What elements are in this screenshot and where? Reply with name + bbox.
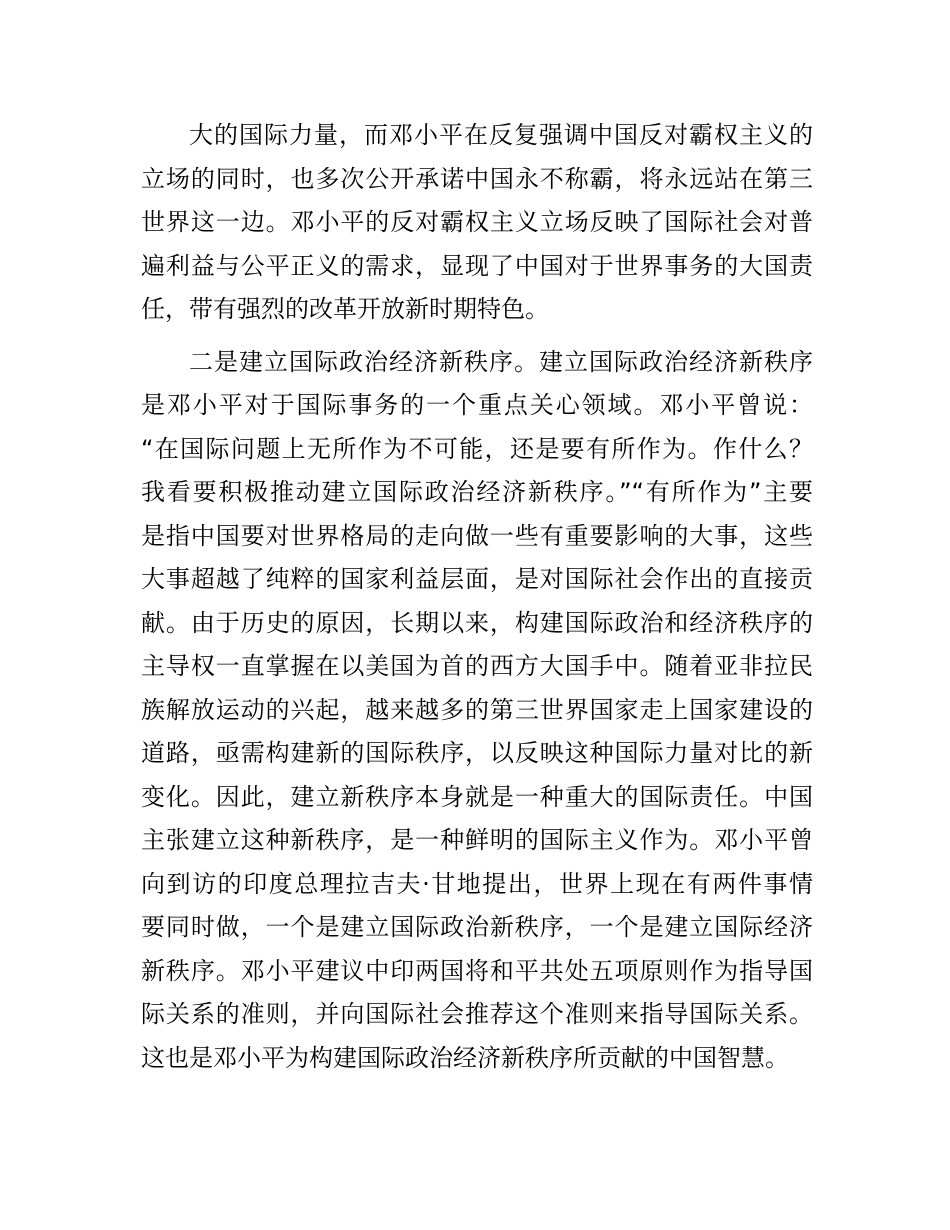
paragraph-line: 主张建立这种新秩序，是一种鲜明的国际主义作为。邓小平曾 (141, 826, 813, 854)
paragraph-line: 遍利益与公平正义的需求，显现了中国对于世界事务的大国责 (141, 251, 813, 280)
paragraph-2 (141, 341, 813, 1081)
paragraph-line: 我看要积极推动建立国际政治经济新秩序。”“有所作为”主要 (141, 478, 813, 506)
paragraph-line: 二是建立国际政治经济新秩序。建立国际政治经济新秩序 (189, 347, 813, 376)
paragraph-line: 新秩序。邓小平建议中印两国将和平共处五项原则作为指导国 (141, 956, 813, 985)
paragraph-line: 大事超越了纯粹的国家利益层面，是对国际社会作出的直接贡 (141, 565, 813, 593)
paragraph-line: “在国际问题上无所作为不可能，还是要有所作为。作什么？ (141, 434, 813, 463)
body-text (141, 114, 813, 1080)
paragraph-line: 任，带有强烈的改革开放新时期特色。 (141, 295, 549, 323)
paragraph-line: 际关系的准则，并向国际社会推荐这个准则来指导国际关系。 (141, 1000, 813, 1028)
paragraph-1 (141, 114, 813, 332)
paragraph-line: 立场的同时，也多次公开承诺中国永不称霸，将永远站在第三 (141, 164, 813, 193)
paragraph-line: 大的国际力量，而邓小平在反复强调中国反对霸权主义的 (189, 121, 813, 149)
paragraph-line: 向到访的印度总理拉吉夫·甘地提出，世界上现在有两件事情 (141, 869, 813, 898)
paragraph-line: 是邓小平对于国际事务的一个重点关心领域。邓小平曾说： (141, 391, 813, 419)
paragraph-line: 世界这一边。邓小平的反对霸权主义立场反映了国际社会对普 (141, 208, 813, 236)
paragraph-spacer (141, 332, 813, 341)
paragraph-line: 是指中国要对世界格局的走向做一些有重要影响的大事，这些 (141, 521, 813, 550)
paragraph-line: 要同时做，一个是建立国际政治新秩序，一个是建立国际经济 (141, 913, 813, 941)
paragraph-line: 主导权一直掌握在以美国为首的西方大国手中。随着亚非拉民 (141, 652, 813, 680)
paragraph-line: 道路，亟需构建新的国际秩序，以反映这种国际力量对比的新 (141, 739, 813, 767)
paragraph-line: 献。由于历史的原因，长期以来，构建国际政治和经济秩序的 (141, 608, 813, 637)
paragraph-line: 变化。因此，建立新秩序本身就是一种重大的国际责任。中国 (141, 782, 813, 811)
paragraph-line: 族解放运动的兴起，越来越多的第三世界国家走上国家建设的 (141, 695, 813, 724)
paragraph-line: 这也是邓小平为构建国际政治经济新秩序所贡献的中国智慧。 (141, 1043, 789, 1072)
